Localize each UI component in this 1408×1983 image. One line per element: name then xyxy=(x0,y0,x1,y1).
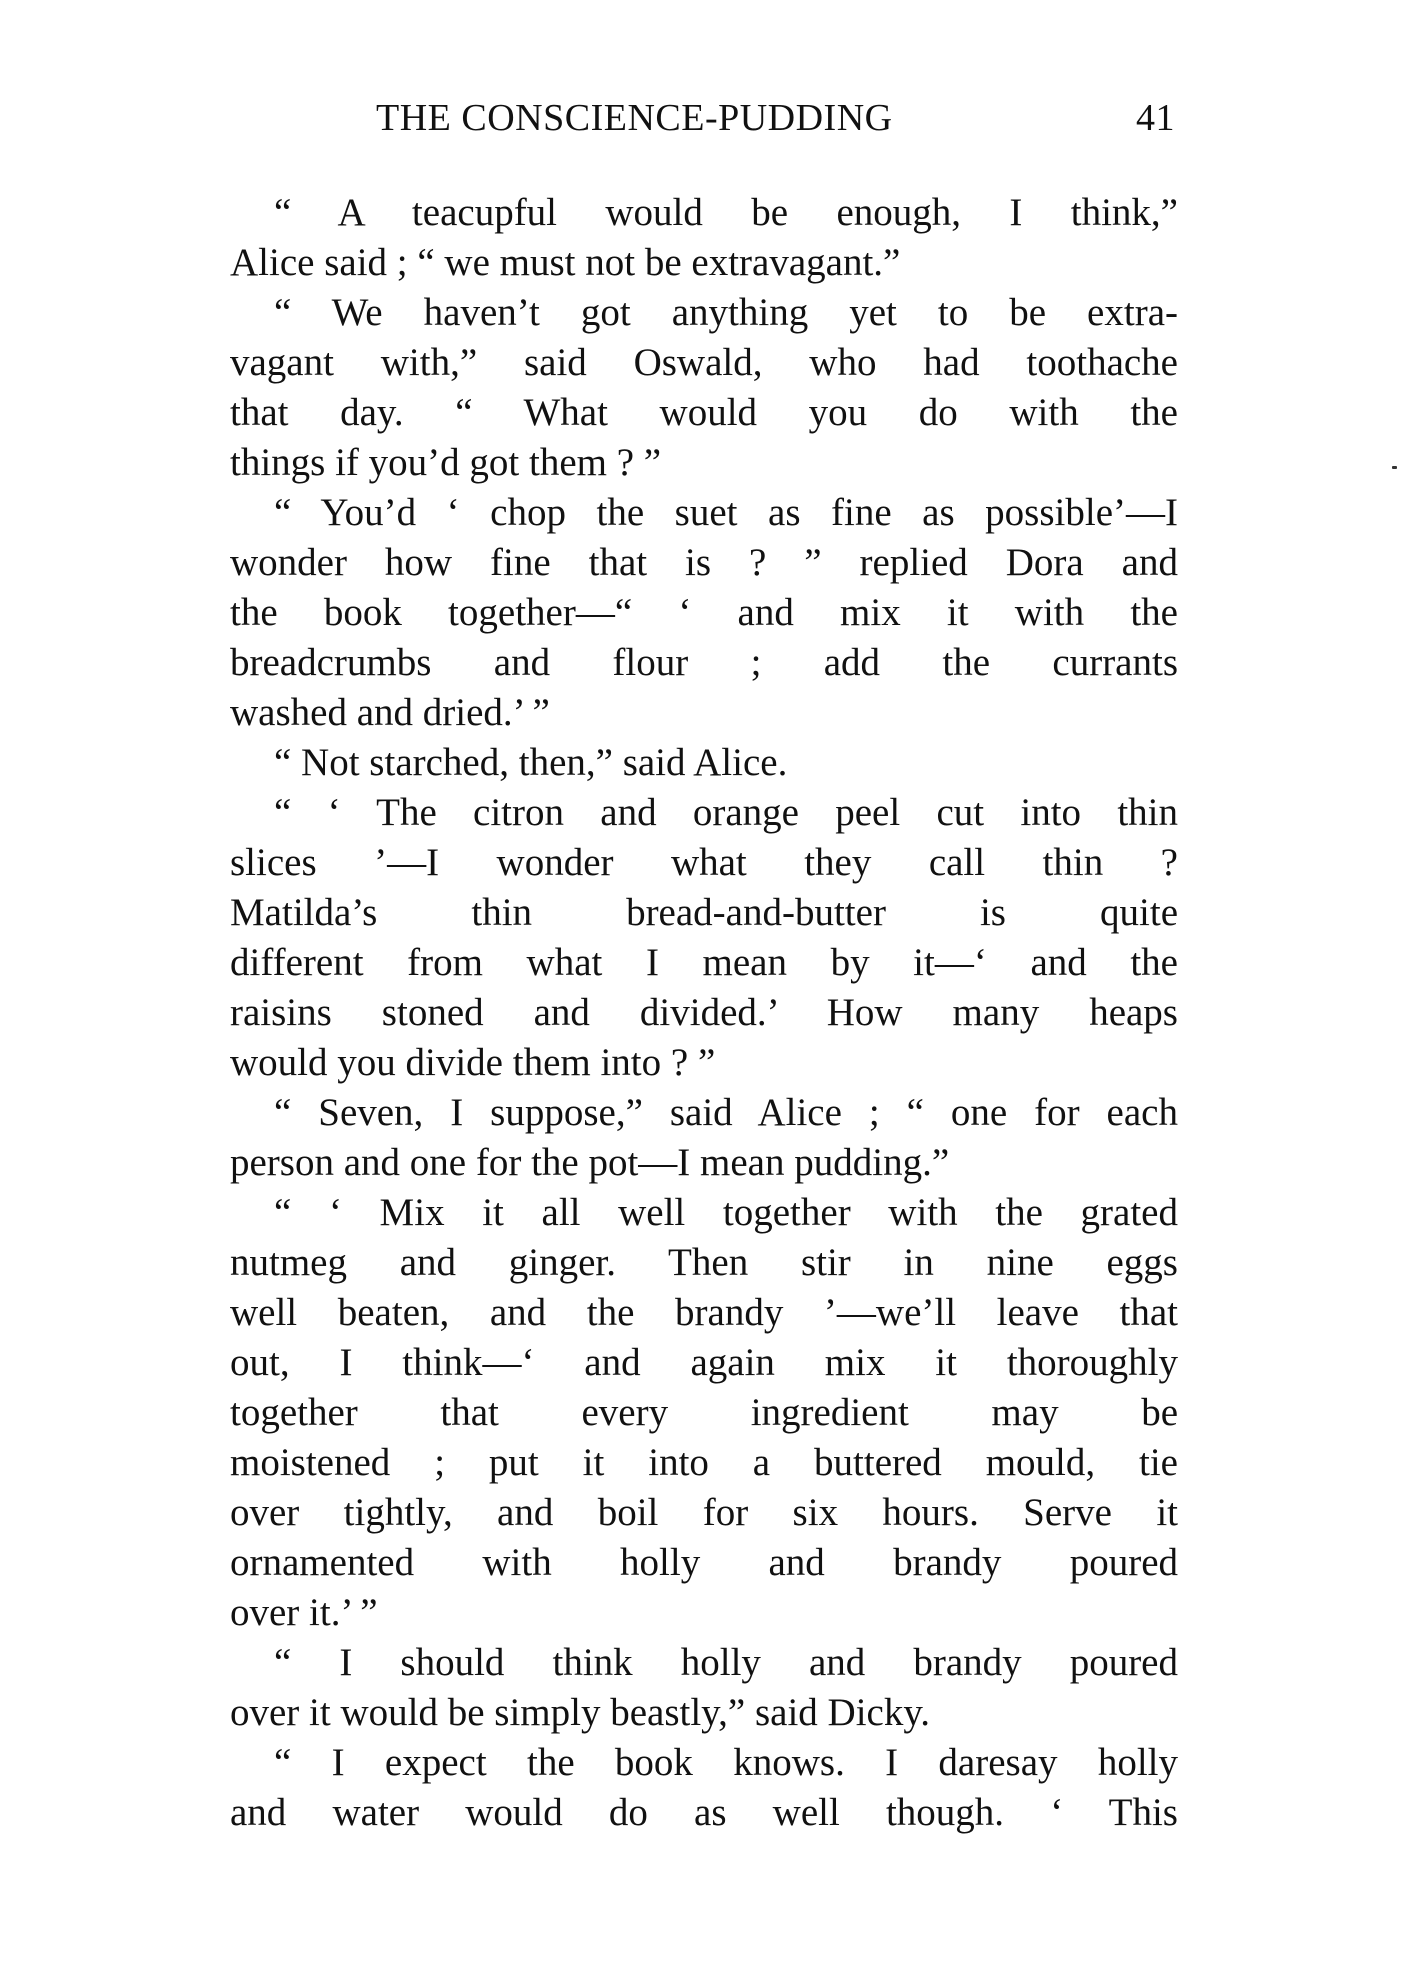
text-line: “ Not starched, then,” said Alice. xyxy=(274,741,788,784)
text-line: would you divide them into ? ” xyxy=(230,1041,716,1084)
text-line: person and one for the pot—I mean pudding.” xyxy=(230,1141,950,1184)
paragraph xyxy=(230,488,1178,738)
text-line: things if you’d got them ? ” xyxy=(230,441,662,484)
running-title: THE CONSCIENCE-PUDDING xyxy=(376,97,893,139)
text-line: the book together—“ ‘ and mix it with the xyxy=(230,591,1178,634)
text-line: “ We haven’t got anything yet to be extra- xyxy=(274,291,1178,334)
text-line: “ ‘ The citron and orange peel cut into thin xyxy=(274,791,1178,834)
text-line: Alice said ; “ we must not be extravagant.” xyxy=(230,241,901,284)
text-line: vagant with,” said Oswald, who had toothache xyxy=(230,341,1178,384)
page-number: 41 xyxy=(1136,97,1175,139)
text-line: raisins stoned and divided.’ How many heaps xyxy=(230,991,1178,1034)
paragraph xyxy=(230,288,1178,488)
text-line: that day. “ What would you do with the xyxy=(230,391,1178,434)
text-line: breadcrumbs and flour ; add the currants xyxy=(230,641,1178,684)
text-line: slices ’—I wonder what they call thin ? xyxy=(230,841,1178,884)
text-line: Matilda’s thin bread-and-butter is quite xyxy=(230,891,1178,934)
print-speck xyxy=(1392,466,1397,469)
text-line: wonder how fine that is ? ” replied Dora and xyxy=(230,541,1178,584)
paragraph xyxy=(230,788,1178,1088)
text-line: out, I think—‘ and again mix it thoroughly xyxy=(230,1341,1178,1384)
text-line: over it.’ ” xyxy=(230,1591,378,1634)
body-text xyxy=(230,188,1178,1838)
text-line: nutmeg and ginger. Then stir in nine eggs xyxy=(230,1241,1178,1284)
text-line: over tightly, and boil for six hours. Serve it xyxy=(230,1491,1178,1534)
paragraph xyxy=(230,738,1178,788)
paragraph xyxy=(230,1188,1178,1638)
text-line: “ You’d ‘ chop the suet as fine as possible’—I xyxy=(274,491,1178,534)
text-line: “ A teacupful would be enough, I think,” xyxy=(274,191,1178,234)
paragraph xyxy=(230,188,1178,288)
page-header xyxy=(376,96,1196,148)
text-line: ornamented with holly and brandy poured xyxy=(230,1541,1178,1584)
text-line: washed and dried.’ ” xyxy=(230,691,550,734)
paragraph xyxy=(230,1638,1178,1738)
paragraph xyxy=(230,1088,1178,1188)
text-line: “ ‘ Mix it all well together with the grated xyxy=(274,1191,1178,1234)
text-line: together that every ingredient may be xyxy=(230,1391,1178,1434)
text-line: “ I expect the book knows. I daresay holly xyxy=(274,1741,1178,1784)
text-line: over it would be simply beastly,” said Dicky. xyxy=(230,1691,931,1734)
text-line: “ I should think holly and brandy poured xyxy=(274,1641,1178,1684)
paragraph xyxy=(230,1738,1178,1838)
text-line: well beaten, and the brandy ’—we’ll leave that xyxy=(230,1291,1178,1334)
text-line: different from what I mean by it—‘ and the xyxy=(230,941,1178,984)
text-line: “ Seven, I suppose,” said Alice ; “ one for each xyxy=(274,1091,1178,1134)
text-line: and water would do as well though. ‘ This xyxy=(230,1791,1178,1834)
text-line: moistened ; put it into a buttered mould, tie xyxy=(230,1441,1178,1484)
